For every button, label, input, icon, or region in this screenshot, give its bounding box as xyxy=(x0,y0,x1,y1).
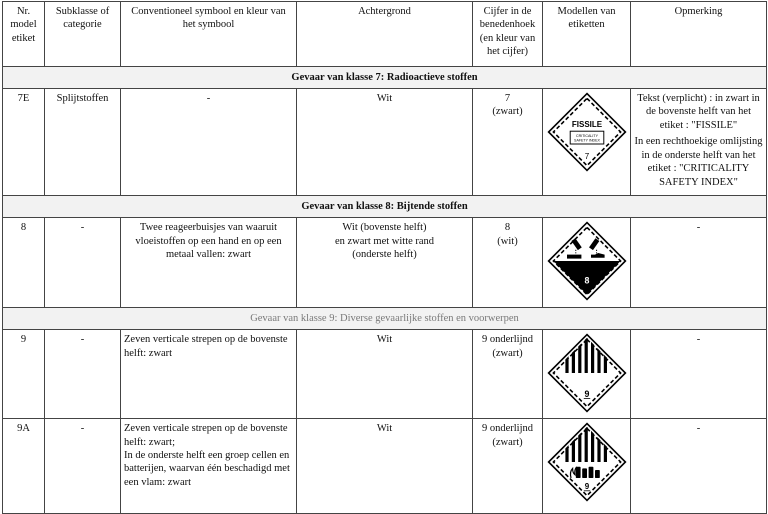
cell-subclass: - xyxy=(45,218,121,308)
cell-digit xyxy=(473,330,543,419)
cell-remark: - xyxy=(631,218,767,308)
header-remark: Opmerking xyxy=(631,2,767,67)
cell-subclass: Splijtstoffen xyxy=(45,89,121,196)
header-symbol: Conventioneel symbool en kleur van het symbool xyxy=(121,2,297,67)
cell-background: Wit xyxy=(297,89,473,196)
corrosive-label-icon xyxy=(547,221,627,301)
cell-label-model xyxy=(543,89,631,196)
cell-nr: 8 xyxy=(3,218,45,308)
fissile-text: FISSILE xyxy=(571,120,602,130)
lithium-battery-label-icon xyxy=(547,422,627,502)
header-nr: Nr. model etiket xyxy=(3,2,45,67)
section-title-class8: Gevaar van klasse 8: Bijtende stoffen xyxy=(3,196,767,218)
table-row-7e xyxy=(3,89,767,196)
cell-symbol xyxy=(121,419,297,514)
label-digit: 7 xyxy=(584,152,589,162)
misc-dangerous-label-icon xyxy=(547,333,627,413)
cell-background xyxy=(297,218,473,308)
cell-subclass: - xyxy=(45,330,121,419)
digit-color: (zwart) xyxy=(492,436,523,448)
label-digit: 9 xyxy=(584,389,589,400)
cell-symbol: - xyxy=(121,89,297,196)
section-row-class9 xyxy=(3,308,767,330)
fissile-label-icon xyxy=(547,92,627,172)
label-digit: 8 xyxy=(584,275,589,286)
cell-nr: 9 xyxy=(3,330,45,419)
cell-nr: 7E xyxy=(3,89,45,196)
cell-remark: - xyxy=(631,330,767,419)
header-subclass: Subklasse of categorie xyxy=(45,2,121,67)
remark-text-1: Tekst (verplicht) : in zwart in de bovenste helft van het etiket : "FISSILE" xyxy=(637,93,760,131)
table-row-9 xyxy=(3,330,767,419)
digit-value: 7 xyxy=(504,93,511,104)
cell-label-model xyxy=(543,218,631,308)
digit-color: (zwart) xyxy=(492,347,523,359)
section-title-class9: Gevaar van klasse 9: Diverse gevaarlijke stoffen en voorwerpen xyxy=(3,308,767,330)
remark-text-2: In een rechthoekige omlijsting in de onderste helft van het etiket : "CRITICALITY SAFETY INDEX" xyxy=(634,136,763,188)
cell-remark xyxy=(631,89,767,196)
cell-background: Wit xyxy=(297,419,473,514)
cell-label-model xyxy=(543,419,631,514)
header-row xyxy=(3,2,767,67)
digit-color: (wit) xyxy=(497,235,518,247)
cell-symbol: Twee reageerbuisjes van waaruit vloeistoffen op een hand en op een metaal vallen: zwart xyxy=(121,218,297,308)
header-models: Modellen van etiketten xyxy=(543,2,631,67)
section-row-class8 xyxy=(3,196,767,218)
digit-value: 9 onderlijnd xyxy=(481,423,534,435)
csi-text-1: CRITICALITY xyxy=(575,133,598,138)
symbol-line-2: In de onderste helft een groep cellen en batterijen, waarvan één beschadigd met een vlam: zwart xyxy=(124,449,290,488)
table-row-8 xyxy=(3,218,767,308)
cell-label-model xyxy=(543,330,631,419)
hazard-labels-table xyxy=(2,1,767,514)
csi-text-2: SAFETY INDEX xyxy=(573,138,600,143)
section-row-class7 xyxy=(3,67,767,89)
cell-digit xyxy=(473,419,543,514)
digit-value: 8 xyxy=(504,222,511,234)
header-background: Achtergrond xyxy=(297,2,473,67)
cell-remark: - xyxy=(631,419,767,514)
cell-digit xyxy=(473,218,543,308)
background-line-3: (onderste helft) xyxy=(352,248,417,260)
cell-background: Wit xyxy=(297,330,473,419)
background-line-1: Wit (bovenste helft) xyxy=(342,222,427,234)
background-line-2: en zwart met witte rand xyxy=(334,235,435,247)
label-digit: 9 xyxy=(584,482,589,492)
digit-value: 9 onderlijnd xyxy=(481,334,534,346)
cell-subclass: - xyxy=(45,419,121,514)
table-row-9a xyxy=(3,419,767,514)
cell-nr: 9A xyxy=(3,419,45,514)
symbol-line-1: Zeven verticale strepen op de bovenste helft: zwart; xyxy=(124,423,288,448)
header-digit: Cijfer in de benedenhoek (en kleur van het cijfer) xyxy=(473,2,543,67)
cell-symbol: Zeven verticale strepen op de bovenste helft: zwart xyxy=(121,330,297,419)
cell-digit xyxy=(473,89,543,196)
digit-color: (zwart) xyxy=(492,106,523,118)
section-title-class7: Gevaar van klasse 7: Radioactieve stoffen xyxy=(3,67,767,89)
